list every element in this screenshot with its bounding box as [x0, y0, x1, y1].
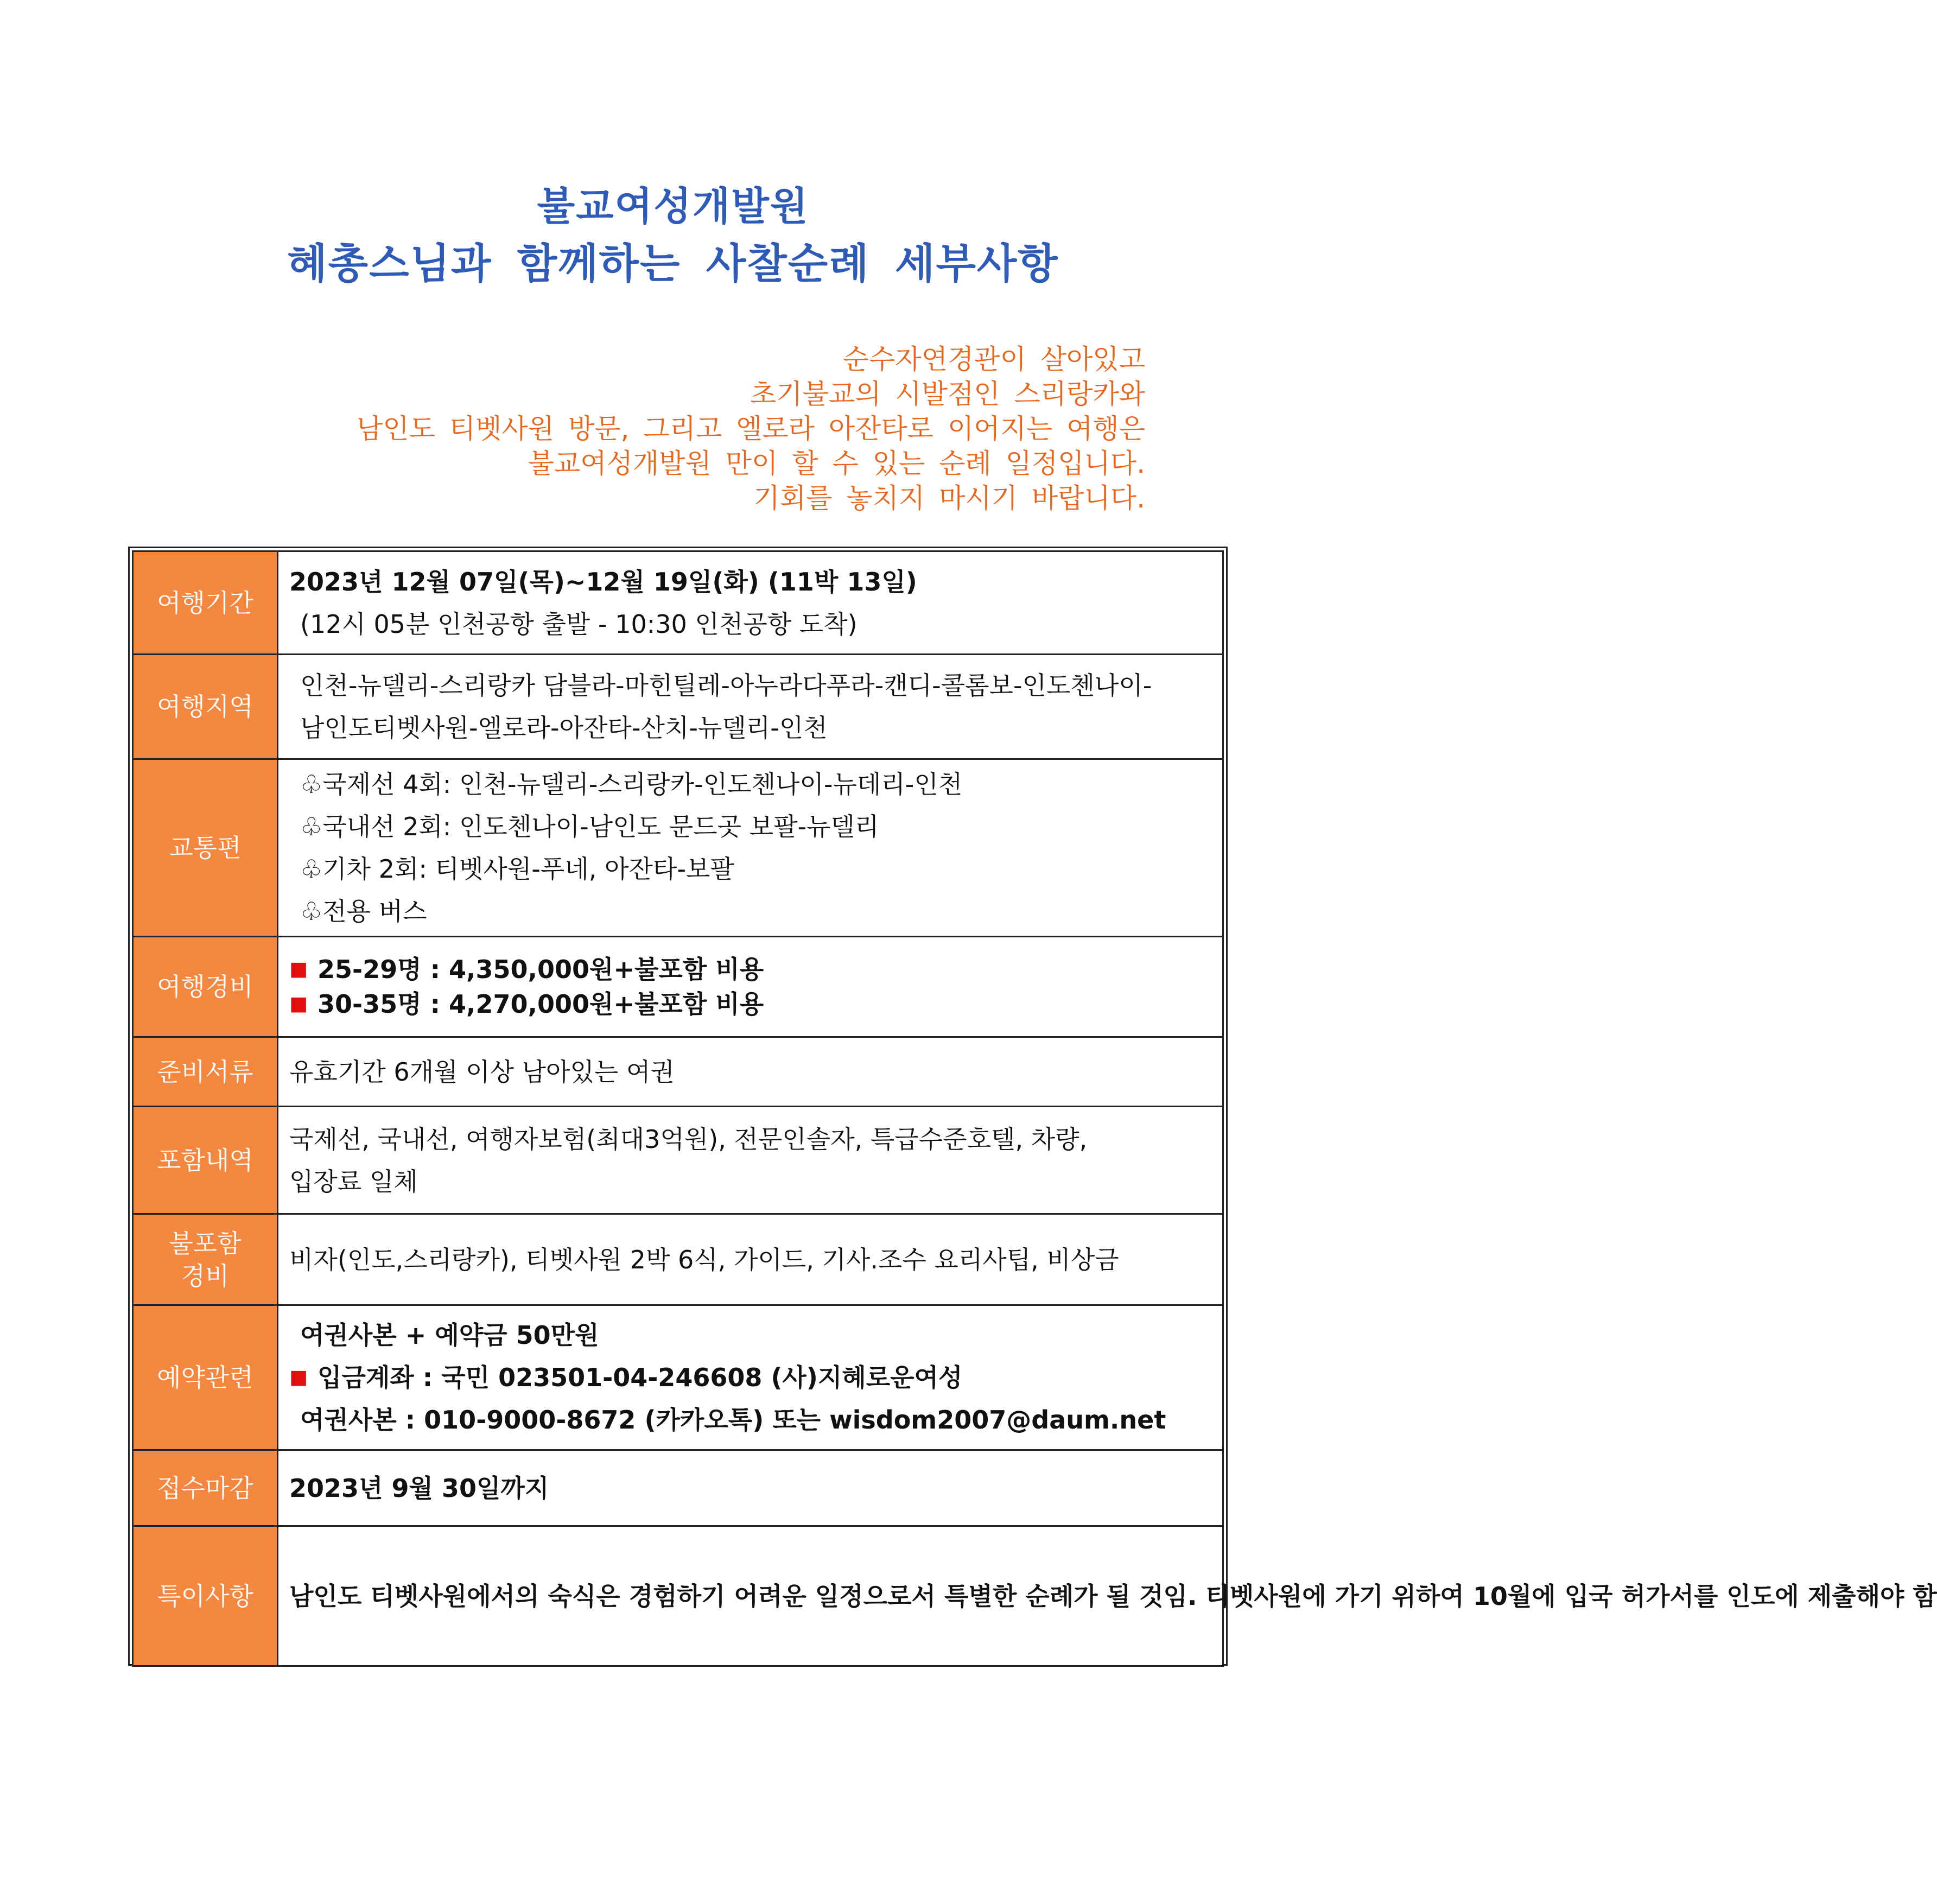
period-dates: 2023년 12월 07일(목)~12월 19일(화) (11박 13일) [289, 567, 917, 596]
value-deadline: 2023년 9월 30일까지 [278, 1450, 1223, 1526]
square-bullet-icon: ■ [289, 993, 308, 1015]
booking-line-3: 여권사본 : 010-9000-8672 (카카오톡) 또는 wisdom2007@daum.net [300, 1405, 1166, 1435]
intro-line: 불교여성개발원 만이 할 수 있는 순례 일정입니다. [528, 448, 1145, 479]
period-times: (12시 05분 인천공항 출발 - 10:30 인천공항 도착) [300, 609, 858, 639]
transport-line: ♧국내선 2회: 인도첸나이-남인도 문드곳 보팔-뉴델리 [300, 812, 879, 841]
intro-text [357, 342, 1145, 516]
square-bullet-icon: ■ [289, 958, 308, 980]
value-excluded: 비자(인도,스리랑카), 티벳사원 2박 6식, 가이드, 기사.조수 요리사팁, 비상금 [278, 1214, 1223, 1305]
intro-line: 남인도 티벳사원 방문, 그리고 엘로라 아잔타로 이어지는 여행은 [357, 413, 1145, 445]
included-line-1: 국제선, 국내선, 여행자보험(최대3억원), 전문인솔자, 특급수준호텔, 차량, [289, 1124, 1088, 1154]
value-included [278, 1107, 1223, 1214]
value-booking [278, 1305, 1223, 1450]
cost-item-text: 25-29명 : 4,350,000원+불포함 비용 [317, 955, 764, 984]
label-period: 여행기간 [133, 551, 278, 655]
booking-line-2 [289, 1356, 1211, 1399]
title-line-2: 혜총스님과 함께하는 사찰순례 세부사항 [287, 239, 1059, 288]
intro-line: 초기불교의 시발점인 스리랑카와 [750, 378, 1145, 410]
region-line-2: 남인도티벳사원-엘로라-아잔타-산치-뉴델리-인천 [300, 713, 828, 742]
booking-account: 입금계좌 : 국민 023501-04-246608 (사)지혜로운여성 [317, 1363, 963, 1392]
intro-line: 기회를 놓치지 마시기 바랍니다. [753, 483, 1145, 514]
cost-item [289, 952, 1211, 987]
label-excluded [133, 1214, 278, 1305]
square-bullet-icon: ■ [289, 1366, 308, 1388]
label-docs: 준비서류 [133, 1037, 278, 1107]
region-line-1: 인천-뉴델리-스리랑카 담블라-마힌틸레-아누라다푸라-캔디-콜롬보-인도첸나이- [300, 671, 1152, 700]
label-included: 포함내역 [133, 1107, 278, 1214]
page-title [0, 179, 1346, 294]
value-period [278, 551, 1223, 655]
value-region [278, 655, 1223, 759]
transport-line: ♧기차 2회: 티벳사원-푸네, 아잔타-보팔 [300, 854, 734, 884]
value-docs: 유효기간 6개월 이상 남아있는 여권 [278, 1037, 1223, 1107]
label-notes: 특이사항 [133, 1526, 278, 1666]
row-transport [133, 759, 1223, 937]
row-region [133, 655, 1223, 759]
row-excluded [133, 1214, 1223, 1305]
label-transport: 교통편 [133, 759, 278, 937]
value-notes: 남인도 티벳사원에서의 숙식은 경험하기 어려운 일정으로서 특별한 순례가 될 것임. 티벳사원에 가기 위하여 10월에 입국 허가서를 인도에 제출해야 함 [278, 1526, 1223, 1666]
info-table-frame [128, 547, 1937, 1666]
row-notes [133, 1526, 1223, 1666]
info-table [132, 550, 1937, 1667]
label-cost: 여행경비 [133, 937, 278, 1037]
intro-line: 순수자연경관이 살아있고 [842, 344, 1145, 375]
row-cost [133, 937, 1223, 1037]
booking-line-1: 여권사본 + 예약금 50만원 [300, 1321, 599, 1350]
transport-line: ♧국제선 4회: 인천-뉴델리-스리랑카-인도첸나이-뉴데리-인천 [300, 770, 963, 799]
value-transport [278, 759, 1223, 937]
row-booking [133, 1305, 1223, 1450]
label-region: 여행지역 [133, 655, 278, 759]
label-excluded-line-2: 경비 [181, 1261, 230, 1291]
cost-item-text: 30-35명 : 4,270,000원+불포함 비용 [317, 989, 764, 1019]
row-included [133, 1107, 1223, 1214]
row-docs [133, 1037, 1223, 1107]
cost-item [289, 987, 1211, 1021]
row-deadline [133, 1450, 1223, 1526]
included-line-2: 입장료 일체 [289, 1166, 418, 1196]
value-cost [278, 937, 1223, 1037]
row-period [133, 551, 1223, 655]
transport-line: ♧전용 버스 [300, 897, 427, 926]
label-excluded-line-1: 불포함 [169, 1228, 242, 1258]
label-deadline: 접수마감 [133, 1450, 278, 1526]
title-line-1: 불교여성개발원 [537, 183, 809, 229]
label-booking: 예약관련 [133, 1305, 278, 1450]
